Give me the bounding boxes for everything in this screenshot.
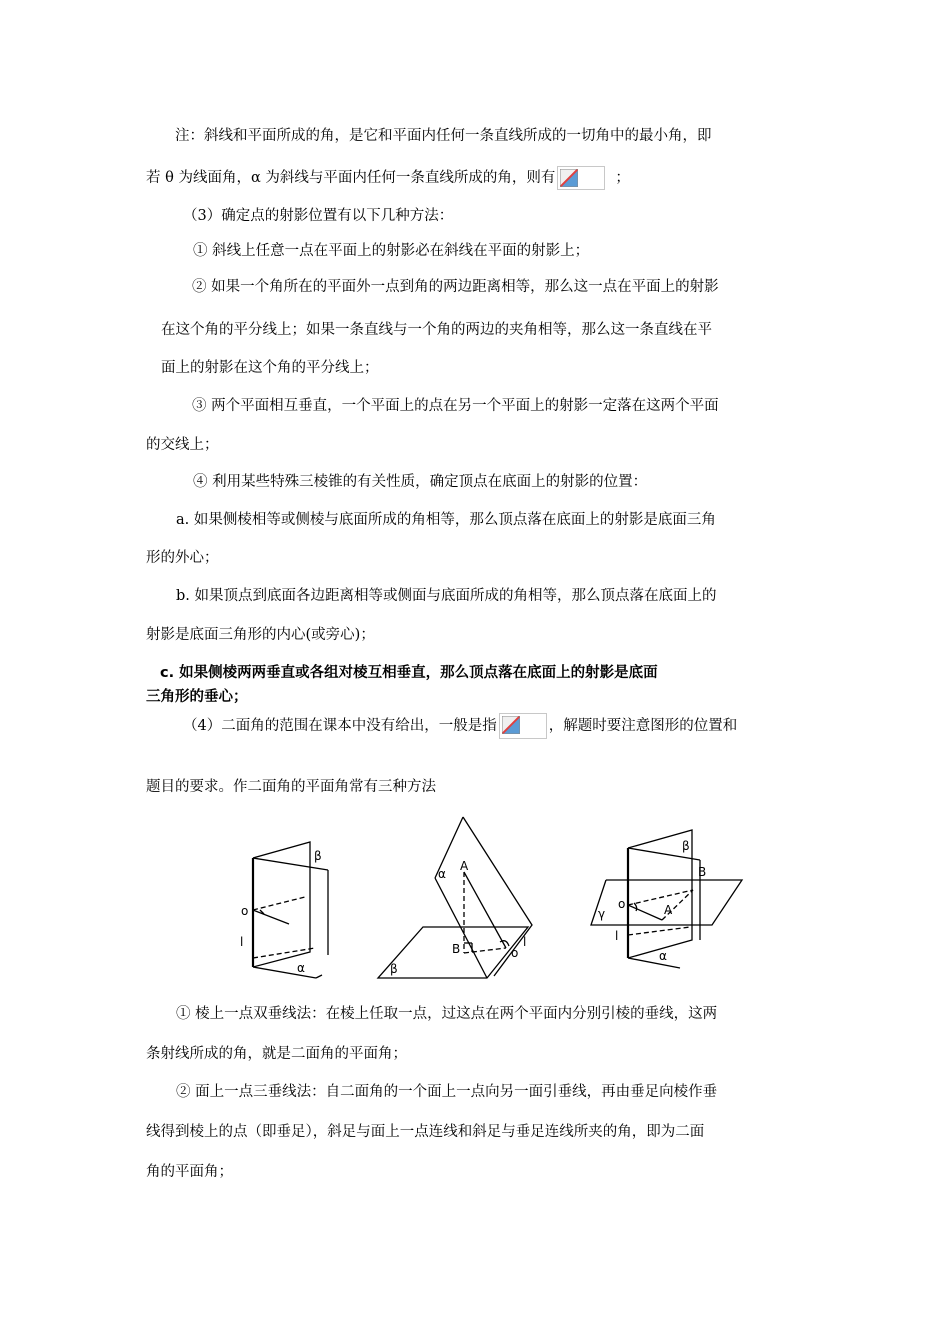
text-line: 角的平面角； [146, 1164, 233, 1180]
text-line: ④ 利用某些特殊三棱锥的有关性质，确定顶点在底面上的射影的位置： [193, 474, 648, 490]
text-line: c. 如果侧棱两两垂直或各组对棱互相垂直，那么顶点落在底面上的射影是底面 [160, 665, 658, 681]
text-line [146, 166, 630, 190]
fig1-l-label: l [240, 935, 244, 949]
text-line: 射影是底面三角形的内心(或旁心)； [146, 627, 375, 643]
fig3-o-label: o [618, 897, 626, 911]
text-segment: ，解题时要注意图形的位置和 [548, 718, 738, 734]
fig3-l-label: l [615, 929, 619, 943]
broken-image-icon [560, 169, 578, 187]
text-segment: 若 θ 为线面角，α 为斜线与平面内任何一条直线所成的角，则有 [146, 170, 556, 186]
fig2-beta-label: β [390, 962, 398, 976]
dihedral-angle-figures [0, 800, 950, 1000]
text-line: 形的外心； [146, 550, 219, 566]
text-line [183, 713, 737, 739]
text-line: 在这个角的平分线上；如果一条直线与一个角的两边的夹角相等，那么这一条直线在平 [161, 322, 712, 338]
text-line: ③ 两个平面相互垂直，一个平面上的点在另一个平面上的射影一定落在这两个平面 [192, 398, 719, 414]
text-line: ② 面上一点三垂线法：自二面角的一个面上一点向另一面引垂线，再由垂足向棱作垂 [176, 1084, 718, 1100]
text-line: 的交线上； [146, 437, 219, 453]
formula-image-placeholder [499, 713, 547, 739]
fig1-beta-label: β [314, 849, 322, 863]
text-line: ① 斜线上任意一点在平面上的射影必在斜线在平面的射影上； [193, 243, 590, 259]
text-line: 条射线所成的角，就是二面角的平面角； [146, 1046, 407, 1062]
fig1-alpha-label: α [297, 961, 305, 975]
text-line: a. 如果侧棱相等或侧棱与底面所成的角相等，那么顶点落在底面上的射影是底面三角 [176, 512, 716, 528]
fig2-A-label: A [460, 859, 469, 873]
fig1-o-label: o [241, 904, 249, 918]
fig3-B-label: B [698, 865, 707, 879]
fig3-A-label: A [664, 903, 673, 917]
text-line: ① 棱上一点双垂线法：在棱上任取一点，过这点在两个平面内分别引棱的垂线，这两 [176, 1006, 718, 1022]
text-line: 面上的射影在这个角的平分线上； [161, 360, 379, 376]
broken-image-icon [502, 716, 520, 734]
text-line: 线得到棱上的点（即垂足），斜足与面上一点连线和斜足与垂足连线所夹的角，即为二面 [146, 1124, 705, 1140]
fig2-B-label: B [452, 942, 461, 956]
formula-image-placeholder [557, 166, 605, 190]
text-line: ② 如果一个角所在的平面外一点到角的两边距离相等，那么这一点在平面上的射影 [192, 279, 719, 295]
text-segment: （4）二面角的范围在课本中没有给出，一般是指 [183, 718, 497, 734]
fig3-alpha-label: α [659, 949, 667, 963]
fig2-o-label: o [511, 946, 519, 960]
fig3-gamma-label: γ [598, 907, 606, 921]
fig3-beta-label: β [682, 839, 690, 853]
figure-3-perpendicular-plane [591, 830, 742, 968]
text-line: 注：斜线和平面所成的角，是它和平面内任何一条直线所成的一切角中的最小角，即 [175, 128, 712, 144]
text-line: 三角形的垂心； [146, 689, 248, 705]
fig2-alpha-label: α [438, 867, 446, 881]
text-line: 题目的要求。作二面角的平面角常有三种方法 [146, 779, 436, 795]
fig2-l-label: l [523, 935, 527, 949]
text-segment: ； [615, 170, 630, 186]
text-line: （3）确定点的射影位置有以下几种方法： [183, 208, 454, 224]
text-line: b. 如果顶点到底面各边距离相等或侧面与底面所成的角相等，那么顶点落在底面上的 [176, 588, 717, 604]
